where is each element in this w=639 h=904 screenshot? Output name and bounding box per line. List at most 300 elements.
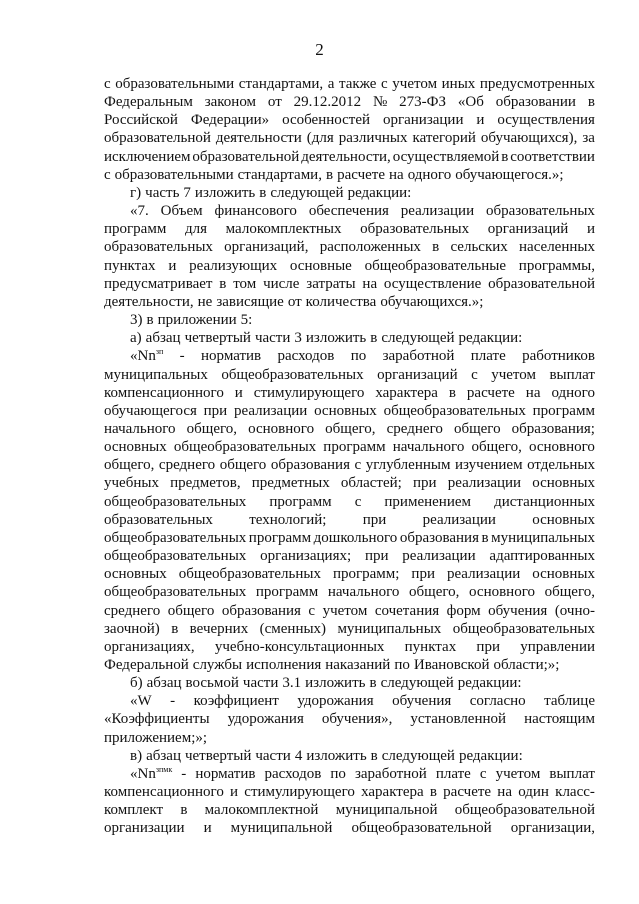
word: общеобразовательных (221, 366, 364, 383)
word: в (481, 529, 489, 546)
word: общеобразовательных (383, 402, 526, 419)
word: выплат (549, 366, 595, 383)
word: количества (305, 293, 377, 310)
word: муниципальной (335, 802, 438, 819)
word: и (230, 784, 239, 801)
word: программ (248, 529, 312, 546)
word: основных (532, 566, 595, 583)
word: и (476, 112, 485, 129)
word: обучающегося (104, 402, 197, 419)
word: области;»; (493, 657, 560, 673)
word: основного (528, 439, 595, 456)
word: с (471, 366, 478, 383)
word: Ивановской (413, 657, 490, 673)
word: «$Nn^{зпмк}$ (130, 764, 173, 782)
word: образовательных (360, 221, 470, 238)
word: абзац (145, 330, 181, 347)
word: обучения (488, 602, 548, 619)
word: общеобразовательных (104, 493, 247, 510)
word: вечерних (189, 620, 249, 637)
text-line (104, 238, 595, 256)
word: учетом (392, 76, 438, 92)
word: в (219, 275, 227, 292)
word: дистанционных (494, 493, 595, 510)
word: заочной) (104, 620, 160, 637)
word: образования; (511, 420, 595, 437)
word: в (259, 184, 267, 201)
word: части (254, 330, 291, 347)
word: образовательными (115, 76, 235, 92)
text-line (104, 93, 595, 111)
word: реализации (446, 566, 521, 583)
text-line (104, 456, 595, 474)
word: на (497, 784, 512, 801)
word: областей; (340, 475, 402, 492)
text-line (104, 75, 595, 93)
word: (сменных) (259, 620, 327, 637)
text-line (104, 184, 595, 202)
word: пунктах (404, 638, 457, 655)
word: адаптированных (489, 548, 595, 565)
word: Федеральной (104, 657, 189, 673)
word: программ; (332, 566, 400, 583)
word: затраты (306, 275, 356, 292)
word: 3) (130, 312, 143, 329)
text-line (104, 547, 595, 565)
word: с (479, 765, 487, 782)
word: «$Nn^{зп}$ (130, 347, 164, 365)
word: с (354, 457, 362, 474)
word: расходов (277, 348, 335, 365)
word: начального (392, 439, 465, 456)
word: исключением (104, 148, 191, 165)
word: образовательной (192, 148, 300, 165)
word: расчете (337, 166, 385, 183)
text-line (104, 620, 595, 638)
text-line (104, 257, 595, 275)
word: начального (104, 420, 176, 437)
word: в (180, 802, 188, 819)
word: в (429, 784, 437, 801)
text-line (104, 692, 595, 710)
word: деятельности, (301, 148, 391, 165)
word: предусматривает (104, 275, 213, 292)
word: на (389, 166, 404, 183)
word: основных (314, 402, 377, 419)
word: 29.12.2012 (293, 94, 362, 111)
word: организации, (510, 820, 595, 837)
word: в (370, 747, 378, 764)
word: осуществления (497, 112, 595, 129)
word: особенностей (282, 112, 371, 129)
word: приложении (157, 312, 237, 329)
word: 5: (240, 312, 253, 329)
word: характера (375, 384, 438, 401)
word: муниципальной (230, 820, 333, 837)
text-line (104, 438, 595, 456)
word: плате (435, 765, 471, 782)
word: редакции: (458, 747, 523, 764)
word: в (501, 148, 509, 165)
word: реализации (400, 203, 475, 220)
word: редакции: (347, 184, 412, 201)
word: следующей (270, 184, 344, 201)
word: 4 (294, 747, 303, 764)
word: программы, (518, 257, 595, 274)
text-line (104, 656, 595, 674)
word: комплект (104, 802, 164, 819)
word: финансового (214, 203, 297, 220)
word: дошкольного (313, 529, 398, 546)
word: за (582, 130, 595, 147)
word: программ (323, 439, 386, 456)
word: и (203, 820, 212, 837)
word: среднего (386, 420, 443, 437)
word: норматив (195, 765, 256, 782)
word: в (369, 675, 377, 692)
word: образовательных (104, 239, 213, 256)
word: при (364, 548, 389, 565)
word: общеобразовательных (173, 439, 317, 456)
word: организациях; (260, 548, 352, 565)
word: следующей (381, 330, 455, 347)
word: изучением (455, 457, 523, 474)
word: обучения (392, 693, 452, 710)
word: программ (532, 402, 595, 419)
word: абзац (146, 675, 182, 692)
word: предметов, (170, 475, 241, 492)
word: наказаний (325, 657, 391, 673)
word: осуществляемой (392, 148, 500, 165)
word: с (104, 76, 111, 92)
word: образовательной (104, 130, 211, 147)
text-line (104, 474, 595, 492)
word: общеобразовательных (178, 566, 321, 583)
word: обеспечения (308, 203, 389, 220)
word: с (104, 166, 111, 183)
word: - (181, 765, 187, 782)
word: учебно-консультационных (214, 638, 385, 655)
page-number: 2 (315, 40, 324, 59)
word: соответствии (510, 148, 595, 165)
word: четвертый (184, 747, 252, 764)
text-line (104, 111, 595, 129)
text-line (104, 602, 595, 620)
word: норматив (201, 348, 262, 365)
word: отдельных (527, 457, 595, 474)
word: части (242, 675, 279, 692)
word: «7. (130, 203, 149, 220)
word: населенных (519, 239, 595, 256)
word: (очно- (554, 602, 595, 619)
word: плате (470, 348, 506, 365)
word: осуществление (383, 275, 482, 292)
word: Российской (104, 112, 178, 129)
word: сочетания (374, 602, 440, 619)
word: по (330, 765, 346, 782)
word: обучения», (321, 711, 393, 728)
word: основных (104, 439, 167, 456)
word: предметных (251, 475, 330, 492)
word: абзац (146, 747, 181, 764)
word: № (372, 94, 388, 111)
text-line (104, 293, 595, 311)
word: г) (130, 184, 142, 201)
word: образовательными (114, 166, 234, 183)
word: с (381, 76, 388, 92)
word: приложением;»; (104, 729, 208, 746)
word: расчете (466, 384, 515, 401)
word: и (168, 257, 177, 274)
word: общеобразовательной (351, 820, 492, 837)
word: среднего (104, 602, 161, 619)
word: реализации (402, 548, 476, 565)
word: «W (130, 693, 152, 710)
word: зависящие (216, 293, 284, 310)
word: муниципальных (491, 529, 595, 546)
word: сельских (450, 239, 508, 256)
word: технологий; (249, 511, 327, 528)
word: образовательных (104, 511, 213, 528)
word: в (432, 239, 440, 256)
text-line (104, 366, 595, 384)
word: 273-ФЗ (399, 94, 447, 111)
word: при (411, 566, 435, 583)
word: программ (255, 584, 319, 601)
word: общего, (104, 457, 155, 474)
word: четвертый (184, 330, 251, 347)
word: организации (382, 112, 464, 129)
word: компенсационного (104, 784, 224, 801)
text-line (104, 329, 595, 347)
word: реализации (447, 475, 522, 492)
word: изложить (305, 330, 367, 347)
word: выплат (549, 765, 595, 782)
word: углубленным (365, 457, 451, 474)
word: удорожания (297, 693, 374, 710)
word: в (146, 312, 154, 329)
word: различных (338, 130, 408, 147)
word: организаций, (224, 239, 309, 256)
word: в (448, 384, 456, 401)
word: программ (104, 221, 167, 238)
word: на (525, 384, 541, 401)
word: применением (384, 493, 472, 510)
word: при (413, 475, 437, 492)
word: работников (522, 348, 595, 365)
word: при (476, 638, 500, 655)
word: общего (219, 457, 267, 474)
word: в (587, 94, 595, 111)
word: пунктах (104, 257, 156, 274)
word: общеобразовательной (454, 802, 595, 819)
word: общеобразовательных (452, 620, 595, 637)
word: «Об (457, 94, 484, 111)
word: стимулирующего (253, 384, 365, 401)
word: общего (167, 602, 215, 619)
word: муниципальных (337, 620, 442, 637)
text-line (104, 583, 595, 601)
word: и (586, 221, 595, 238)
word: при (203, 402, 228, 419)
text-line (104, 129, 595, 147)
text-line (104, 710, 595, 728)
word: 7 (183, 184, 191, 201)
text-line (104, 819, 595, 837)
word: стандартами, (237, 166, 322, 183)
word: «Коэффициенты (104, 711, 210, 728)
word: с (354, 493, 362, 510)
word: форм (446, 602, 481, 619)
word: образовательной (488, 275, 595, 292)
word: редакции: (458, 330, 523, 347)
word: а) (130, 330, 142, 347)
word: не (197, 293, 213, 310)
word: учетом (322, 602, 368, 619)
word: класс- (555, 784, 595, 801)
word: - (170, 693, 176, 710)
word: Объем (160, 203, 203, 220)
word: образования (221, 602, 301, 619)
text-line (104, 493, 595, 511)
word: основного (469, 584, 535, 601)
word: и (234, 384, 243, 401)
word: общеобразовательных (104, 548, 247, 565)
word: исполнения (246, 657, 322, 673)
word: а (327, 76, 335, 92)
word: в) (130, 747, 143, 764)
word: малокомплектной (204, 802, 319, 819)
word: по (394, 657, 410, 673)
text-line (104, 384, 595, 402)
word: от (267, 94, 282, 111)
word: деятельности (215, 130, 302, 147)
word: в (370, 330, 378, 347)
word: основных (532, 475, 595, 492)
text-line (104, 311, 595, 329)
text-line (104, 220, 595, 238)
word: Федеральным (104, 94, 193, 111)
word: также (338, 76, 377, 92)
text-line (104, 202, 595, 220)
word: числе (263, 275, 300, 292)
word: удорожания (227, 711, 304, 728)
word: в (171, 620, 179, 637)
word: реализующих (189, 257, 278, 274)
word: Федерации» (190, 112, 270, 129)
word: обучающегося.»; (455, 166, 564, 183)
word: образования (399, 529, 479, 546)
word: расчете (443, 784, 492, 801)
word: одного (407, 166, 452, 183)
word: коэффициент (193, 693, 279, 710)
word: программ (269, 493, 332, 510)
word: от (287, 293, 302, 310)
text-line (104, 166, 595, 184)
word: законом (204, 94, 257, 111)
word: расходов (264, 765, 322, 782)
word: часть (145, 184, 180, 201)
word: малокомплектных (225, 221, 342, 238)
word: том (233, 275, 257, 292)
word: при (362, 511, 387, 528)
word: общего, (325, 420, 376, 437)
word: основного (248, 420, 315, 437)
word: стандартами, (238, 76, 324, 92)
word: среднего (158, 457, 216, 474)
document-body (104, 75, 595, 838)
word: один (518, 784, 549, 801)
word: общеобразовательных (104, 584, 247, 601)
text-line (104, 783, 595, 801)
word: таблице (544, 693, 595, 710)
word: следующей (381, 747, 455, 764)
text-line (104, 565, 595, 583)
text-line (104, 747, 595, 765)
word: общего, (409, 584, 460, 601)
word: образовании (495, 94, 576, 111)
word: общего (453, 420, 501, 437)
text-line (104, 402, 595, 420)
word: стимулирующего (244, 784, 355, 801)
text-line (104, 420, 595, 438)
word: для (184, 221, 208, 238)
text-line (104, 801, 595, 819)
word: установленной (410, 711, 507, 728)
text-line (104, 529, 595, 547)
word: общего, (186, 420, 238, 437)
word: организаций (487, 221, 569, 238)
text-line (104, 275, 595, 293)
word: реализации (422, 511, 496, 528)
word: 3.1 (282, 675, 302, 692)
word: основные (289, 257, 352, 274)
word: редакции: (457, 675, 522, 692)
word: согласно (469, 693, 526, 710)
text-line (104, 765, 595, 783)
word: общего, (471, 439, 522, 456)
word: с (308, 602, 316, 619)
word: предусмотренных (479, 76, 595, 92)
word: по (350, 348, 367, 365)
word: обучающихся), (480, 130, 578, 147)
word: начального (327, 584, 400, 601)
word: восьмой (185, 675, 239, 692)
word: (для (306, 130, 334, 147)
word: изложить (306, 747, 367, 764)
word: части (255, 747, 291, 764)
word: компенсационного (104, 384, 224, 401)
text-line (104, 674, 595, 692)
word: организаций (377, 366, 458, 383)
word: учебных (104, 475, 159, 492)
word: - (179, 348, 185, 365)
word: учетом (495, 765, 541, 782)
word: иных (441, 76, 476, 92)
word: образования (270, 457, 350, 474)
word: общего, (544, 584, 595, 601)
word: в (325, 166, 334, 183)
word: реализации (233, 402, 308, 419)
word: муниципальных (104, 366, 208, 383)
text-line (104, 347, 595, 365)
text-line (104, 638, 595, 656)
word: заработной (382, 348, 455, 365)
text-line (104, 148, 595, 166)
word: расположенных (319, 239, 421, 256)
word: общеобразовательных (104, 529, 247, 546)
word: изложить (305, 675, 366, 692)
